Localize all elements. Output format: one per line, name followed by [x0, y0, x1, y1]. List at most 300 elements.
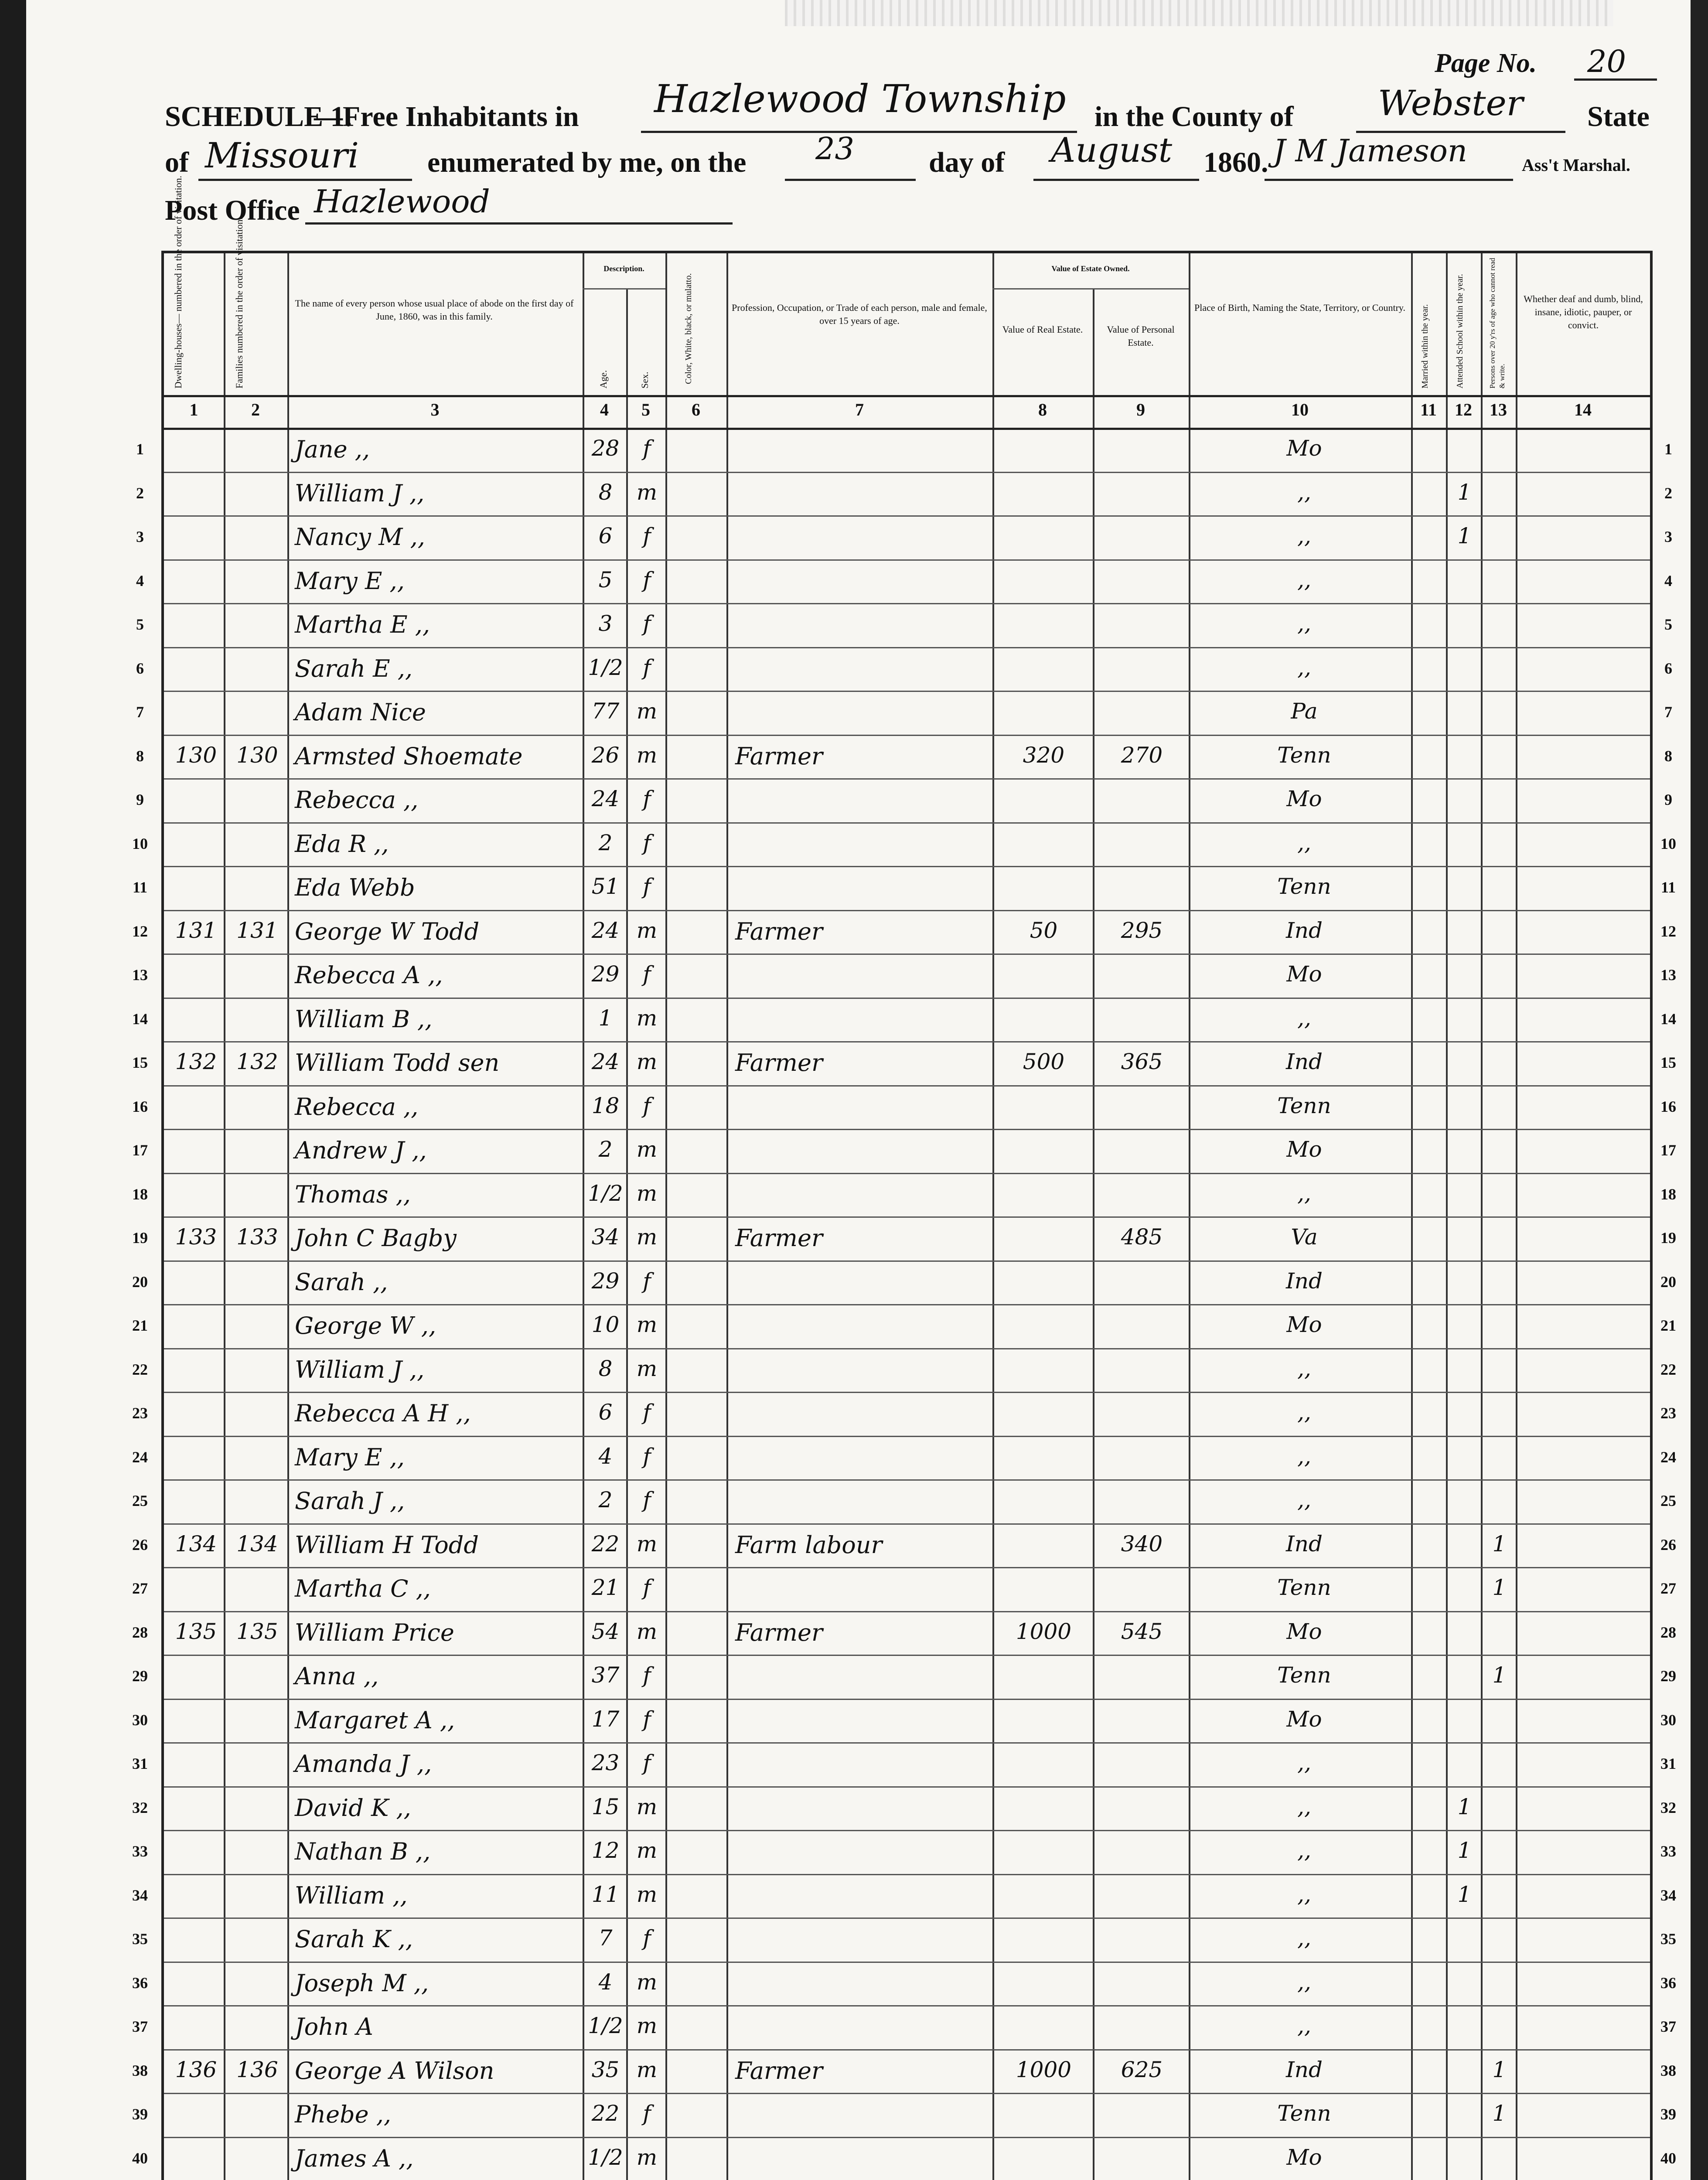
cell-sex: f — [643, 1443, 651, 1469]
cell-sex: m — [636, 2013, 658, 2038]
cell-age: 8 — [598, 479, 613, 505]
line-number-left: 31 — [132, 1755, 148, 1772]
cell-sex: m — [636, 1838, 658, 1863]
colnum: 14 — [1574, 400, 1592, 419]
header-color: Color, White, black, or mulatto. — [684, 273, 693, 384]
line-number-left: 12 — [132, 922, 148, 940]
line-number-right: 29 — [1660, 1667, 1676, 1685]
cell-age: 54 — [591, 1618, 620, 1644]
cell-sex: m — [636, 1049, 658, 1074]
cell-sex: f — [643, 2101, 651, 2126]
line-number-left: 38 — [132, 2061, 148, 2079]
cell-name: Thomas ,, — [295, 1180, 411, 1208]
row-rule — [164, 647, 1650, 648]
line-number-right: 35 — [1660, 1930, 1676, 1948]
cell-age: 11 — [591, 1881, 620, 1907]
cell-birth: ,, — [1297, 1750, 1311, 1775]
cell-occ: Farmer — [735, 1049, 823, 1076]
description-divider — [583, 288, 665, 290]
cell-birth: ,, — [1297, 1356, 1311, 1381]
line-number-left: 33 — [132, 1843, 148, 1860]
cell-illit: 1 — [1492, 1531, 1507, 1557]
page-number-label: Page No. — [1435, 48, 1537, 78]
header-families: Families numbered in the order of visitation. — [234, 217, 245, 388]
cell-occ: Farm labour — [735, 1531, 883, 1559]
cell-age: 51 — [591, 874, 620, 899]
colnum: 13 — [1490, 400, 1507, 419]
cell-birth: ,, — [1297, 567, 1311, 593]
line-number-right: 28 — [1660, 1623, 1676, 1641]
state-underline — [198, 179, 412, 181]
row-rule — [164, 1611, 1650, 1612]
line-number-left: 1 — [136, 440, 144, 458]
line-number-left: 8 — [136, 747, 144, 765]
line-number-right: 15 — [1660, 1054, 1676, 1071]
cell-sex: m — [636, 698, 658, 724]
cell-age: 22 — [591, 2101, 620, 2126]
cell-sex: f — [643, 567, 651, 593]
line-number-right: 14 — [1660, 1010, 1676, 1028]
cell-birth: Mo — [1286, 961, 1322, 987]
cell-name: Martha E ,, — [295, 611, 430, 638]
line-number-right: 12 — [1660, 922, 1676, 940]
cell-name: Eda R ,, — [295, 830, 389, 858]
cell-real: 1000 — [1016, 2057, 1072, 2082]
cell-sex: f — [643, 1487, 651, 1512]
line-number-left: 36 — [132, 1974, 148, 1992]
marshal-name: J M Jameson — [1273, 133, 1467, 169]
line-number-right: 33 — [1660, 1843, 1676, 1860]
cell-birth: Ind — [1286, 1531, 1323, 1557]
row-rule — [164, 515, 1650, 517]
cell-dw: 131 — [175, 917, 217, 943]
cell-birth: Mo — [1286, 1706, 1322, 1732]
cell-name: Joseph M ,, — [295, 1969, 429, 1997]
line-number-left: 10 — [132, 835, 148, 852]
cell-birth: Mo — [1286, 436, 1322, 461]
cell-real: 320 — [1023, 742, 1065, 768]
line-number-right: 11 — [1660, 879, 1676, 896]
cell-dw: 135 — [175, 1618, 217, 1644]
cell-name: Jane ,, — [295, 436, 370, 463]
line-number-right: 3 — [1664, 528, 1672, 545]
cell-age: 15 — [591, 1794, 620, 1819]
cell-age: 24 — [591, 1049, 620, 1074]
row-rule — [164, 691, 1650, 692]
page-number-underline — [1574, 78, 1657, 81]
county-label: in the County of — [1094, 101, 1294, 133]
row-rule — [164, 1085, 1650, 1087]
cell-name: William Price — [295, 1618, 454, 1646]
row-rule — [164, 1173, 1650, 1174]
cell-fam: 133 — [236, 1224, 278, 1250]
header-age: Age. — [598, 370, 609, 388]
cell-real: 500 — [1023, 1049, 1065, 1074]
header-married: Married within the year. — [1420, 304, 1430, 388]
township-value: Hazlewood Township — [654, 76, 1066, 121]
header-deaf-blind: Whether deaf and dumb, blind, insane, idiotic, pauper, or convict. — [1524, 293, 1643, 330]
header-bottom — [164, 395, 1650, 397]
cell-school: 1 — [1457, 479, 1472, 505]
colnum: 11 — [1420, 400, 1437, 419]
cell-name: Rebecca A ,, — [295, 961, 443, 989]
cell-occ: Farmer — [735, 2057, 823, 2085]
cell-name: Rebecca A H ,, — [295, 1400, 471, 1427]
cell-sex: m — [636, 1312, 658, 1337]
cell-fam: 130 — [236, 742, 278, 768]
cell-name: Nathan B ,, — [295, 1838, 431, 1865]
cell-birth: ,, — [1297, 1969, 1311, 1995]
cell-age: 10 — [591, 1312, 620, 1337]
cell-name: William ,, — [295, 1881, 408, 1909]
cell-birth: Tenn — [1277, 2101, 1331, 2126]
header-name: The name of every person whose usual place of abode on the first day of June, 1860, was in this family. — [295, 298, 574, 322]
line-number-right: 38 — [1660, 2061, 1676, 2079]
line-number-left: 37 — [132, 2018, 148, 2035]
colnum: 2 — [251, 400, 260, 419]
line-number-right: 18 — [1660, 1185, 1676, 1203]
cell-age: 34 — [591, 1224, 620, 1250]
row-rule — [164, 1129, 1650, 1130]
township-underline — [641, 131, 1077, 133]
header-real-estate: Value of Real Estate. — [1002, 324, 1083, 335]
cell-age: 23 — [591, 1750, 620, 1775]
header-estate: Value of Estate Owned. — [1051, 264, 1130, 273]
row-rule — [164, 2093, 1650, 2094]
cell-name: Sarah E ,, — [295, 654, 413, 682]
line-number-left: 18 — [132, 1185, 148, 1203]
line-number-right: 31 — [1660, 1755, 1676, 1772]
cell-sex: f — [643, 1268, 651, 1294]
cell-sex: m — [636, 742, 658, 768]
scan-edge-right — [1691, 0, 1708, 2180]
scan-noise — [785, 0, 1613, 26]
cell-birth: Ind — [1286, 917, 1323, 943]
cell-birth: ,, — [1297, 523, 1311, 548]
row-rule — [164, 1392, 1650, 1393]
cell-sex: f — [643, 523, 651, 548]
row-rule — [164, 1304, 1650, 1305]
line-number-right: 7 — [1664, 703, 1672, 721]
header-description: Description. — [603, 264, 644, 273]
estate-divider — [992, 288, 1189, 290]
line-number-right: 16 — [1660, 1097, 1676, 1115]
line-number-right: 2 — [1664, 484, 1672, 502]
cell-name: Phebe ,, — [295, 2101, 392, 2128]
cell-birth: Pa — [1291, 698, 1318, 724]
row-rule — [164, 1216, 1650, 1218]
day-underline — [785, 179, 916, 181]
cell-birth: ,, — [1297, 1487, 1311, 1512]
line-number-right: 9 — [1664, 791, 1672, 808]
cell-sex: f — [643, 654, 651, 680]
cell-sex: f — [643, 1706, 651, 1732]
row-rule — [164, 1523, 1650, 1525]
header-dwelling: Dwelling-houses— numbered in the order of visitation. — [173, 175, 184, 388]
col-divider — [1093, 288, 1094, 2180]
row-rule — [164, 1699, 1650, 1700]
header-occupation: Profession, Occupation, or Trade of each person, male and female, over 15 years of age. — [732, 302, 987, 326]
cell-sex: m — [636, 1531, 658, 1557]
cell-pers: 295 — [1121, 917, 1163, 943]
cell-school: 1 — [1457, 1881, 1472, 1907]
marshal-label: Ass't Marshal. — [1522, 155, 1630, 175]
row-rule — [164, 603, 1650, 604]
row-rule — [164, 866, 1650, 867]
cell-name: John A — [295, 2013, 373, 2040]
line-number-right: 19 — [1660, 1229, 1676, 1247]
cell-age: 2 — [598, 1487, 613, 1512]
colnum: 3 — [430, 400, 440, 419]
line-number-right: 32 — [1660, 1798, 1676, 1816]
cell-pers: 545 — [1121, 1618, 1163, 1644]
colnum: 12 — [1455, 400, 1472, 419]
cell-age: 1/2 — [588, 2144, 623, 2170]
colnum: 5 — [641, 400, 650, 419]
cell-sex: f — [643, 830, 651, 855]
schedule-title: SCHEDULE 1. — [165, 101, 352, 133]
cell-age: 24 — [591, 786, 620, 811]
line-number-left: 5 — [136, 616, 144, 633]
row-rule — [164, 954, 1650, 955]
line-number-left: 39 — [132, 2105, 148, 2123]
cell-name: John C Bagby — [295, 1224, 457, 1252]
cell-illit: 1 — [1492, 1575, 1507, 1600]
cell-age: 37 — [591, 1662, 620, 1688]
cell-birth: Ind — [1286, 1049, 1323, 1074]
cell-occ: Farmer — [735, 1618, 823, 1646]
row-rule — [164, 1567, 1650, 1568]
post-office-label: Post Office — [165, 194, 300, 226]
line-number-right: 21 — [1660, 1317, 1676, 1334]
cell-name: Mary E ,, — [295, 567, 405, 595]
line-number-left: 20 — [132, 1273, 148, 1291]
line-number-right: 13 — [1660, 966, 1676, 984]
cell-age: 26 — [591, 742, 620, 768]
colnum: 6 — [692, 400, 700, 419]
line-number-left: 28 — [132, 1623, 148, 1641]
cell-birth: ,, — [1297, 2013, 1311, 2038]
page-number: 20 — [1587, 44, 1626, 79]
cell-name: Sarah ,, — [295, 1268, 388, 1296]
cell-name: William H Todd — [295, 1531, 479, 1559]
post-office-underline — [305, 222, 733, 225]
line-number-right: 24 — [1660, 1448, 1676, 1466]
cell-birth: Ind — [1286, 2057, 1323, 2082]
cell-name: Adam Nice — [295, 698, 426, 726]
row-rule — [164, 1918, 1650, 1919]
line-number-right: 30 — [1660, 1711, 1676, 1729]
line-number-right: 22 — [1660, 1360, 1676, 1378]
cell-birth: Mo — [1286, 786, 1322, 811]
line-number-right: 40 — [1660, 2149, 1676, 2167]
day-of-label: day of — [929, 146, 1005, 178]
line-number-left: 23 — [132, 1404, 148, 1422]
cell-sex: m — [636, 1794, 658, 1819]
state-label: State — [1587, 101, 1650, 133]
cell-age: 2 — [598, 830, 613, 855]
line-number-right: 5 — [1664, 616, 1672, 633]
cell-sex: f — [643, 436, 651, 461]
cell-fam: 134 — [236, 1531, 278, 1557]
cell-sex: m — [636, 1137, 658, 1162]
cell-real: 1000 — [1016, 1618, 1072, 1644]
cell-pers: 270 — [1121, 742, 1163, 768]
post-office-value: Hazlewood — [314, 183, 490, 220]
line-number-right: 8 — [1664, 747, 1672, 765]
row-rule — [164, 998, 1650, 999]
cell-name: William B ,, — [295, 1005, 433, 1033]
cell-sex: f — [643, 1575, 651, 1600]
cell-age: 1 — [598, 1005, 613, 1031]
cell-dw: 136 — [175, 2057, 217, 2082]
cell-sex: m — [636, 1618, 658, 1644]
cell-occ: Farmer — [735, 917, 823, 945]
cell-pers: 485 — [1121, 1224, 1163, 1250]
cell-sex: f — [643, 1925, 651, 1951]
header-illiterate: Persons over 20 y'rs of age who cannot read & write. — [1488, 258, 1506, 388]
line-number-left: 26 — [132, 1536, 148, 1553]
cell-birth: ,, — [1297, 1005, 1311, 1031]
colnum: 8 — [1038, 400, 1047, 419]
cell-school: 1 — [1457, 523, 1472, 548]
cell-name: Rebecca ,, — [295, 786, 419, 814]
row-rule — [164, 559, 1650, 561]
cell-sex: m — [636, 1224, 658, 1250]
line-number-right: 25 — [1660, 1492, 1676, 1509]
cell-sex: f — [643, 1093, 651, 1118]
cell-real: 50 — [1030, 917, 1058, 943]
line-number-left: 6 — [136, 659, 144, 677]
line-number-left: 30 — [132, 1711, 148, 1729]
cell-sex: f — [643, 874, 651, 899]
cell-name: Amanda J ,, — [295, 1750, 432, 1778]
line-number-left: 4 — [136, 572, 144, 589]
cell-dw: 132 — [175, 1049, 217, 1074]
cell-birth: Tenn — [1277, 1093, 1331, 1118]
line-number-left: 32 — [132, 1798, 148, 1816]
cell-occ: Farmer — [735, 742, 823, 770]
row-rule — [164, 2049, 1650, 2051]
cell-pers: 365 — [1121, 1049, 1163, 1074]
cell-sex: m — [636, 1356, 658, 1381]
cell-illit: 1 — [1492, 1662, 1507, 1688]
cell-fam: 135 — [236, 1618, 278, 1644]
line-number-left: 24 — [132, 1448, 148, 1466]
cell-name: Rebecca ,, — [295, 1093, 419, 1121]
cell-age: 8 — [598, 1356, 613, 1381]
cell-birth: ,, — [1297, 654, 1311, 680]
cell-illit: 1 — [1492, 2101, 1507, 2126]
row-rule — [164, 472, 1650, 473]
cell-name: David K ,, — [295, 1794, 411, 1822]
cell-name: Sarah J ,, — [295, 1487, 405, 1515]
cell-school: 1 — [1457, 1838, 1472, 1863]
line-number-right: 39 — [1660, 2105, 1676, 2123]
cell-name: Nancy M ,, — [295, 523, 425, 551]
cell-birth: ,, — [1297, 1925, 1311, 1951]
line-number-right: 6 — [1664, 659, 1672, 677]
row-rule — [164, 910, 1650, 911]
cell-birth: ,, — [1297, 479, 1311, 505]
cell-sex: f — [643, 1400, 651, 1425]
colnum: 4 — [600, 400, 609, 419]
line-number-right: 20 — [1660, 1273, 1676, 1291]
line-number-left: 29 — [132, 1667, 148, 1685]
cell-age: 28 — [591, 436, 620, 461]
row-rule — [164, 1830, 1650, 1831]
line-number-left: 3 — [136, 528, 144, 545]
cell-sex: m — [636, 1969, 658, 1995]
cell-birth: Tenn — [1277, 874, 1331, 899]
cell-age: 1/2 — [588, 2013, 623, 2038]
cell-name: William J ,, — [295, 479, 425, 507]
cell-sex: m — [636, 2144, 658, 2170]
row-rule — [164, 1874, 1650, 1875]
cell-sex: f — [643, 1662, 651, 1688]
line-number-right: 37 — [1660, 2018, 1676, 2035]
cell-birth: ,, — [1297, 1400, 1311, 1425]
scan-edge-left — [0, 0, 26, 2180]
row-rule — [164, 2137, 1650, 2138]
line-number-left: 27 — [132, 1580, 148, 1597]
cell-sex: f — [643, 1750, 651, 1775]
cell-name: George W ,, — [295, 1312, 436, 1339]
cell-birth: Va — [1291, 1224, 1318, 1250]
cell-age: 21 — [591, 1575, 620, 1600]
colnum: 10 — [1291, 400, 1309, 419]
colnum: 1 — [189, 400, 198, 419]
cell-fam: 131 — [236, 917, 278, 943]
row-rule — [164, 1786, 1650, 1788]
year-value: 1860. — [1203, 146, 1268, 178]
cell-illit: 1 — [1492, 2057, 1507, 2082]
line-number-left: 14 — [132, 1010, 148, 1028]
cell-age: 1/2 — [588, 1180, 623, 1206]
line-number-left: 9 — [136, 791, 144, 808]
line-number-left: 15 — [132, 1054, 148, 1071]
cell-name: George A Wilson — [295, 2057, 494, 2085]
free-inhabitants-text: —Free Inhabitants in — [314, 101, 579, 133]
row-rule — [164, 1041, 1650, 1042]
row-rule — [164, 1348, 1650, 1349]
cell-age: 77 — [591, 698, 620, 724]
line-number-left: 19 — [132, 1229, 148, 1247]
cell-birth: Ind — [1286, 1268, 1323, 1294]
cell-age: 4 — [598, 1443, 613, 1469]
cell-school: 1 — [1457, 1794, 1472, 1819]
cell-age: 1/2 — [588, 654, 623, 680]
cell-birth: Mo — [1286, 1137, 1322, 1162]
cell-birth: Mo — [1286, 1312, 1322, 1337]
cell-sex: m — [636, 917, 658, 943]
line-number-left: 21 — [132, 1317, 148, 1334]
line-number-left: 22 — [132, 1360, 148, 1378]
cell-birth: ,, — [1297, 1180, 1311, 1206]
row-rule — [164, 735, 1650, 736]
line-number-left: 35 — [132, 1930, 148, 1948]
cell-name: Eda Webb — [295, 874, 415, 901]
cell-birth: ,, — [1297, 830, 1311, 855]
cell-name: Andrew J ,, — [295, 1137, 427, 1164]
cell-name: William J ,, — [295, 1356, 425, 1383]
cell-age: 17 — [591, 1706, 620, 1732]
line-number-right: 1 — [1664, 440, 1672, 458]
row-rule — [164, 1742, 1650, 1744]
month-value: August — [1051, 131, 1173, 170]
header-sex: Sex. — [639, 371, 650, 388]
line-number-right: 23 — [1660, 1404, 1676, 1422]
